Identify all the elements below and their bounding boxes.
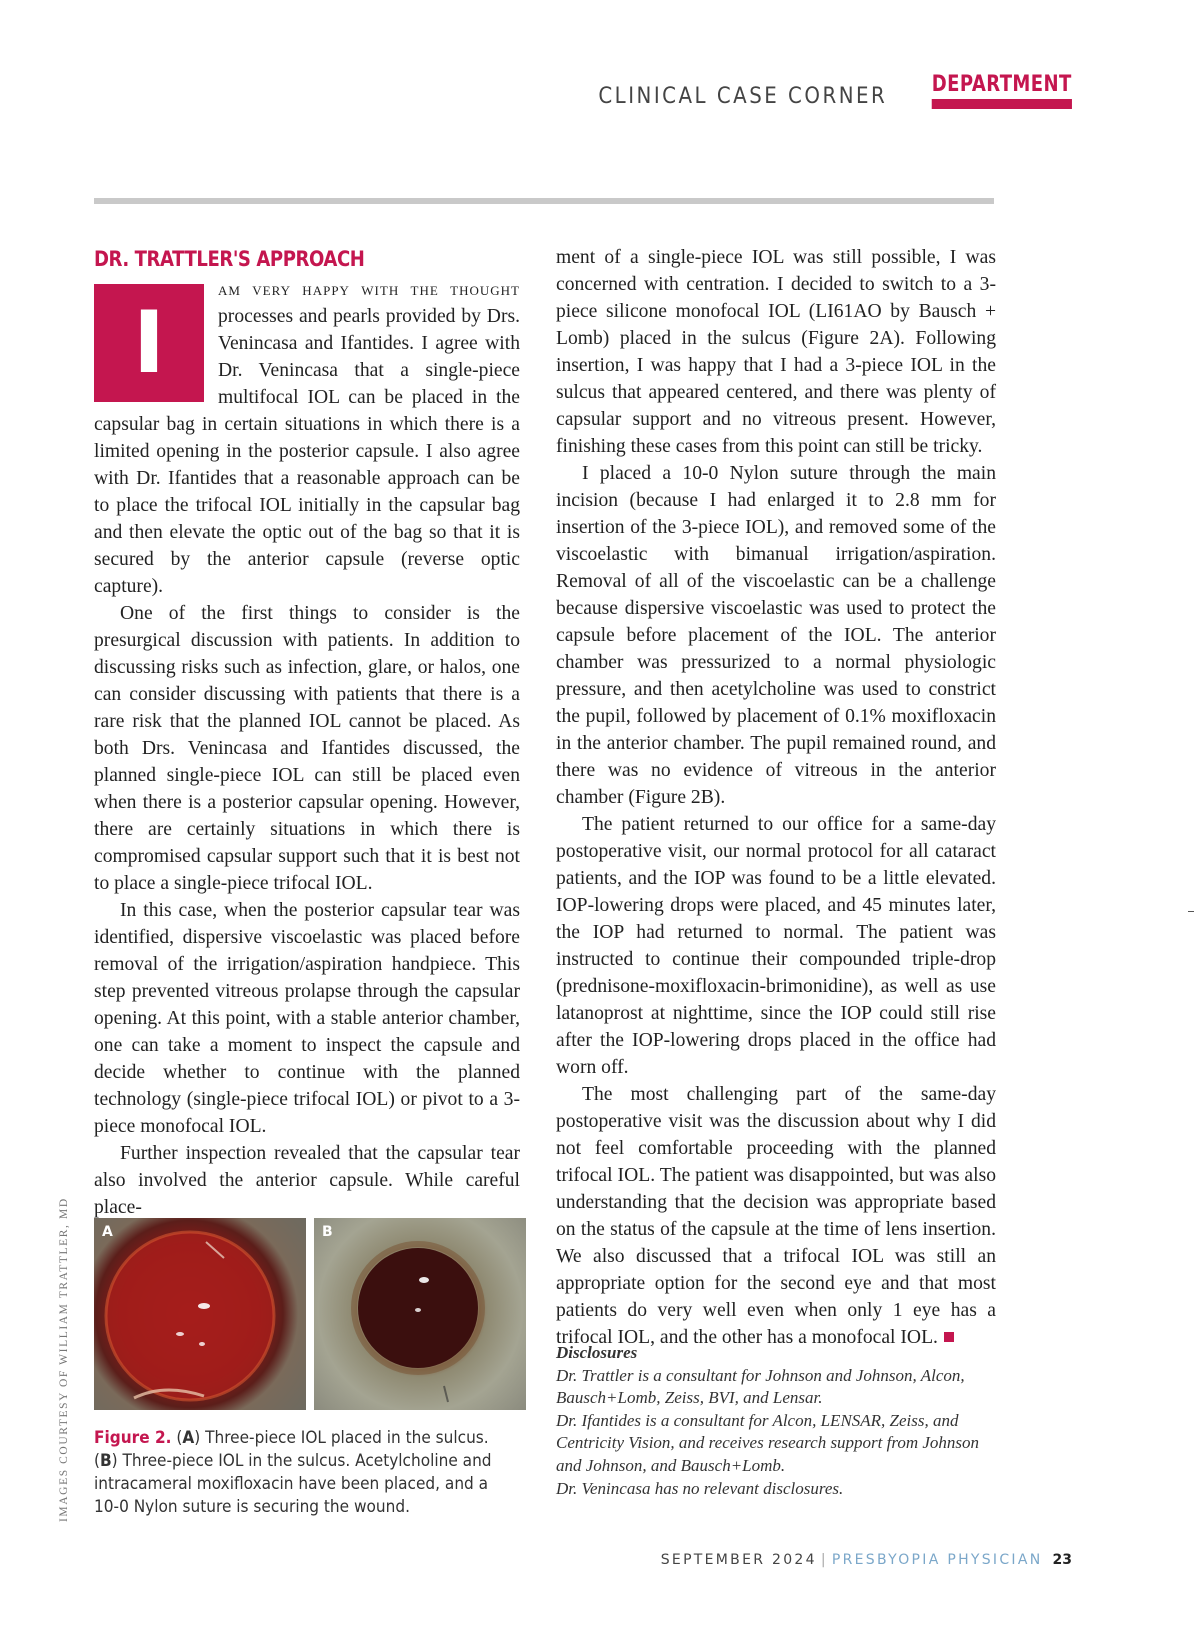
- figure-2b-image: [314, 1218, 526, 1410]
- paragraph-2: One of the first things to consider is the presurgical discussion with patients. In addition to discussing risks such as infection, glare, or halos, one can consider discussing with patients that there is a rare risk that the planned IOL cannot be placed. As both Drs. Venincasa and Ifantides discussed, the planned single-piece IOL can still be placed even when there is a posterior capsular opening. However, there are certainly situations in which there is compromised capsular support such that it is best not to place a single-piece trifocal IOL.: [94, 603, 520, 894]
- paragraph-1: [94, 276, 520, 600]
- publication-name: PRESBYOPIA PHYSICIAN: [831, 1552, 1043, 1568]
- page-footer: [661, 1552, 1072, 1568]
- running-header: [598, 72, 1072, 109]
- header-divider: [94, 198, 994, 204]
- image-credit: IMAGES COURTESY OF WILLIAM TRATTLER, MD: [58, 1197, 70, 1522]
- article-column-1: [94, 276, 520, 1221]
- lead-in-smallcaps: am very happy with the thought: [218, 279, 520, 300]
- figure-label-a: A: [102, 1224, 113, 1240]
- article-column-2: [556, 244, 996, 1351]
- paragraph-7: The patient returned to our office for a same-day postoperative visit, our normal protocol for all cataract patients, and the IOP was found to be a little elevated. IOP-lowering drops were placed, and 45 minutes later, the IOP had returned to normal. The patient was instructed to continue their compounded triple-drop (prednisone-moxifloxacin-brimonidine), as well as use latanoprost at nighttime, since the IOP could still rise after the IOP-lowering drops placed in the office had worn off.: [556, 814, 996, 1078]
- disclosure-trattler: Dr. Trattler is a consultant for Johnson and Johnson, Alcon, Bausch+Lomb, Zeiss, BVI, and Lensar.: [556, 1365, 965, 1408]
- department-label: DEPARTMENT: [932, 72, 1072, 109]
- article-heading: DR. TRATTLER'S APPROACH: [94, 247, 365, 271]
- disclosure-venincasa: Dr. Venincasa has no relevant disclosures.: [556, 1478, 844, 1498]
- paragraph-8-text: The most challenging part of the same-day postoperative visit was the discussion about why I did not feel comfortable proceeding with the planned trifocal IOL. The patient was disappointed, but was also understanding that the decision was appropriate based on the status of the capsule at the time of lens insertion. We also discussed that a trifocal IOL was still an appropriate option for the second eye and that most patients do very well even when only 1 eye has a trifocal IOL, and the other has a monofocal IOL.: [556, 1084, 996, 1348]
- paragraph-6: I placed a 10-0 Nylon suture through the main incision (because I had enlarged it to 2.8 mm for insertion of the 3-piece IOL), and removed some of the viscoelastic with bimanual irrigation/aspiration. Removal of all of the viscoelastic can be a challenge because dispersive viscoelastic was used to protect the capsule before placement of the IOL. The anterior chamber was pressurized to a normal physiologic pressure, and then acetylcholine was used to constrict the pupil, followed by placement of 0.1% moxifloxacin in the anterior chamber. The pupil remained round, and there was no evidence of vitreous in the anterior chamber (Figure 2B).: [556, 463, 996, 808]
- footer-separator: |: [820, 1552, 828, 1568]
- paragraph-4: Further inspection revealed that the capsular tear also involved the anterior capsule. While careful place-: [94, 1143, 520, 1218]
- end-of-article-mark: [944, 1332, 954, 1342]
- paragraph-3: In this case, when the posterior capsular tear was identified, dispersive viscoelastic was placed before removal of the irrigation/aspiration handpiece. This step prevented vitreous prolapse through the capsular opening. At this point, with a stable anterior chamber, one can take a moment to inspect the capsule and decide whether to continue with the planned technology (single-piece trifocal IOL) or pivot to a 3-piece monofocal IOL.: [94, 900, 520, 1137]
- margin-mark: [1188, 911, 1194, 912]
- page-number: 23: [1052, 1552, 1072, 1568]
- figure-2a-image: [94, 1218, 306, 1410]
- disclosures-title: Disclosures: [556, 1343, 638, 1362]
- issue-date: SEPTEMBER 2024: [660, 1552, 817, 1568]
- drop-cap: I: [94, 284, 204, 402]
- paragraph-8: [556, 1081, 996, 1351]
- disclosures: [556, 1342, 996, 1500]
- paragraph-5: ment of a single-piece IOL was still possible, I was concerned with centration. I decided to switch to a 3-piece silicone monofocal IOL (LI61AO by Bausch + Lomb) placed in the sulcus (Figure 2A). Following insertion, I was happy that I had a 3-piece IOL in the sulcus that appeared centered, and there was plenty of capsular support and no vitreous present. However, finishing these cases from this point can still be tricky.: [556, 247, 996, 457]
- figure-caption: Figure 2. (A) Three-piece IOL placed in the sulcus. (B) Three-piece IOL in the sulcus. Acetylcholine and intracameral moxifloxacin have been placed, and a 10-0 Nylon suture is securing the wound.: [94, 1428, 492, 1516]
- disclosure-ifantides: Dr. Ifantides is a consultant for Alcon, LENSAR, Zeiss, and Centricity Vision, and receives research support from Johnson and Johnson, and Bausch+Lomb.: [556, 1410, 980, 1475]
- figure-number: Figure 2.: [94, 1428, 172, 1447]
- lead-in-text: processes and pearls provided by Drs. Venincasa and Ifantides. I agree with Dr. Venincasa that a single-piece multifocal IOL can be placed in the capsular bag in certain situations in which there is a limited opening in the posterior capsule. I also agree with Dr. Ifantides that a reasonable approach can be to place the trifocal IOL initially in the capsular bag and then elevate the optic out of the bag so that it is secured by the anterior capsule (reverse optic capture).: [94, 306, 520, 597]
- figure-label-b: B: [322, 1224, 333, 1240]
- section-title: CLINICAL CASE CORNER: [598, 84, 888, 109]
